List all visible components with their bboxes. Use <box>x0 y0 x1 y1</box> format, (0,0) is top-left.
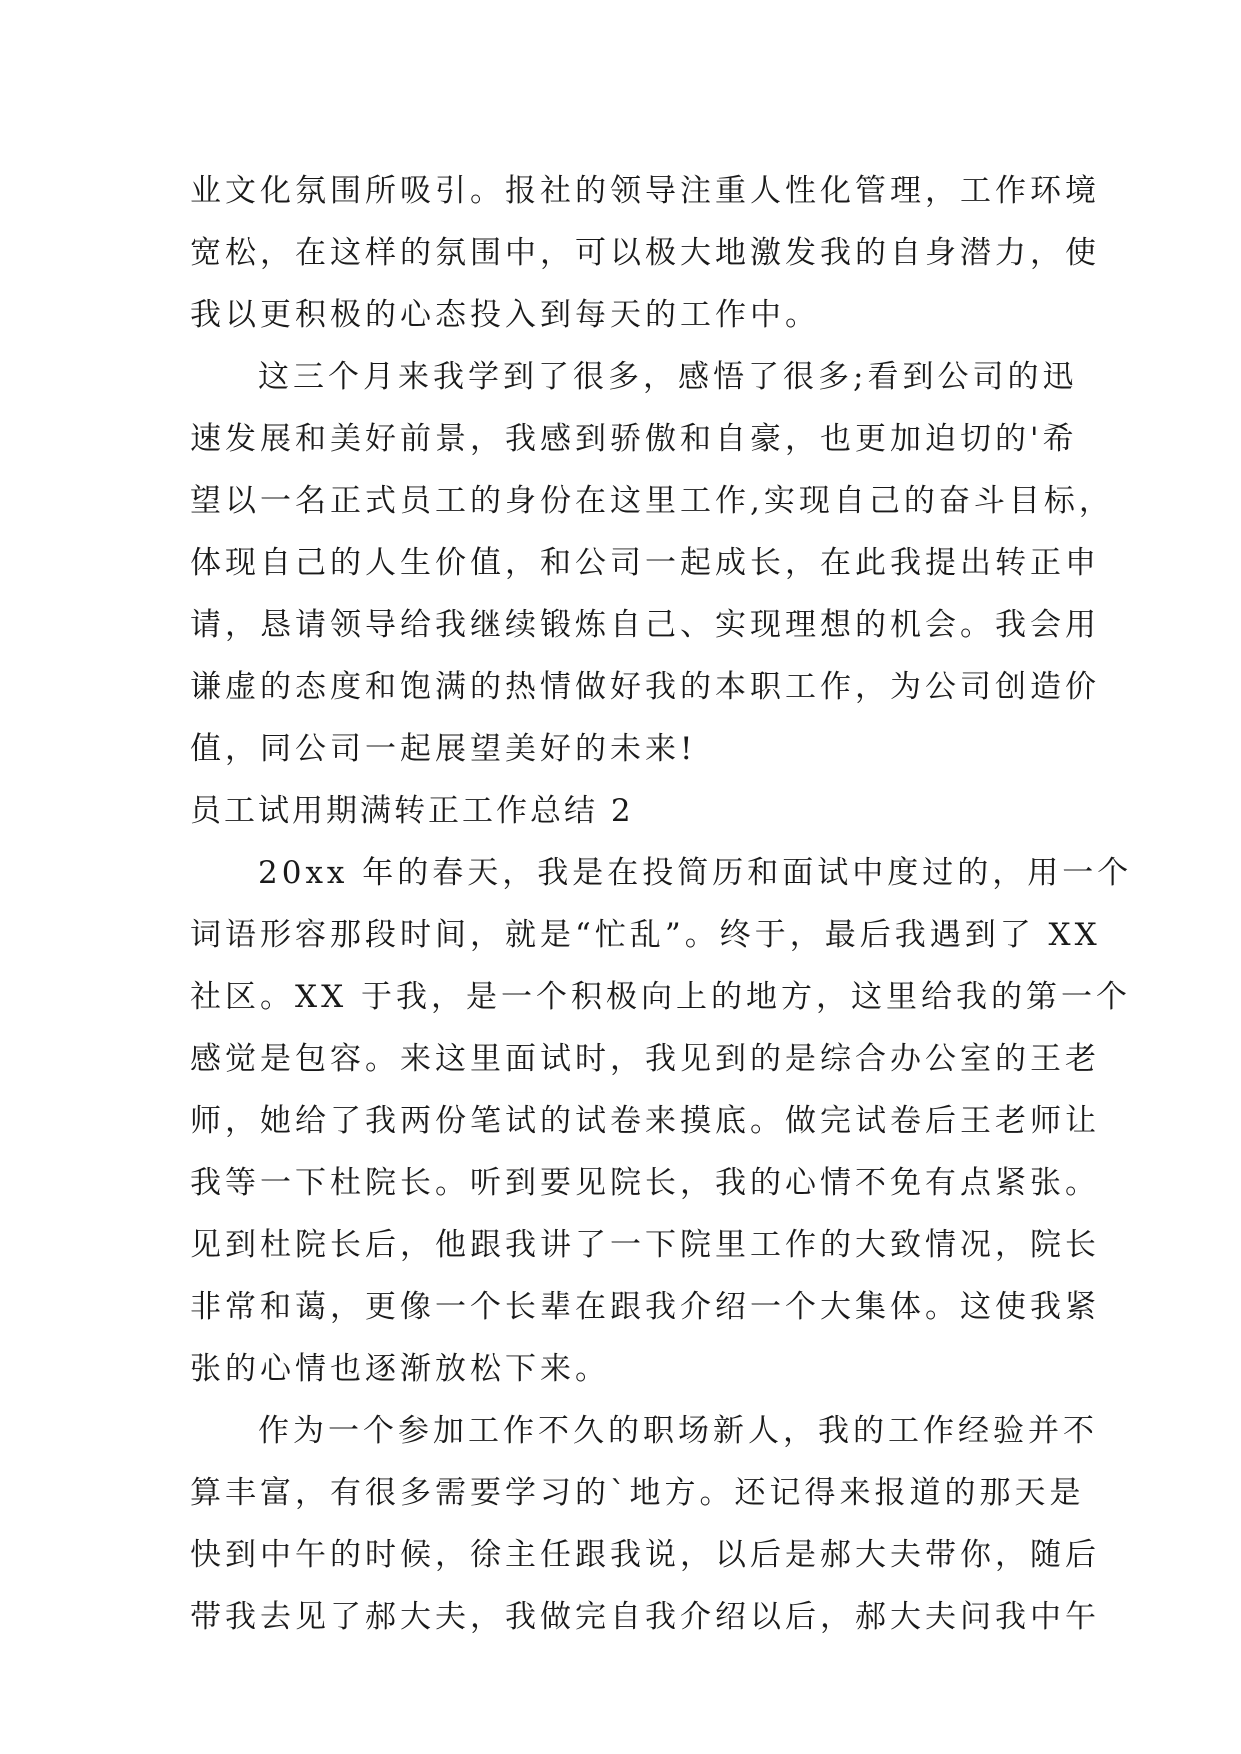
text-line: 见到杜院长后，他跟我讲了一下院里工作的大致情况，院长 <box>190 1227 1100 1263</box>
section-heading: 员工试用期满转正工作总结 2 <box>190 793 634 829</box>
text-line: 速发展和美好前景，我感到骄傲和自豪，也更加迫切的'希 <box>190 421 1078 457</box>
text-line: 值，同公司一起展望美好的未来! <box>190 731 697 767</box>
text-line: 望以一名正式员工的身份在这里工作,实现自己的奋斗目标， <box>190 483 1114 519</box>
text-line: 宽松，在这样的氛围中，可以极大地激发我的自身潜力，使 <box>190 235 1100 271</box>
text-line: 张的心情也逐渐放松下来。 <box>190 1351 610 1387</box>
text-line: 算丰富，有很多需要学习的`地方。还记得来报道的那天是 <box>190 1475 1085 1511</box>
text-line: 快到中午的时候，徐主任跟我说，以后是郝大夫带你，随后 <box>190 1537 1100 1573</box>
text-line: 体现自己的人生价值，和公司一起成长，在此我提出转正申 <box>190 545 1100 581</box>
text-line: 20xx 年的春天，我是在投简历和面试中度过的，用一个 <box>258 855 1133 891</box>
text-line: 师，她给了我两份笔试的试卷来摸底。做完试卷后王老师让 <box>190 1103 1100 1139</box>
text-line: 业文化氛围所吸引。报社的领导注重人性化管理，工作环境 <box>190 173 1100 209</box>
text-line: 我等一下杜院长。听到要见院长，我的心情不免有点紧张。 <box>190 1165 1100 1201</box>
text-line: 我以更积极的心态投入到每天的工作中。 <box>190 297 820 333</box>
text-line: 谦虚的态度和饱满的热情做好我的本职工作，为公司创造价 <box>190 669 1100 705</box>
text-line: 请，恳请领导给我继续锻炼自己、实现理想的机会。我会用 <box>190 607 1100 643</box>
text-line: 非常和蔼，更像一个长辈在跟我介绍一个大集体。这使我紧 <box>190 1289 1100 1325</box>
text-line: 作为一个参加工作不久的职场新人，我的工作经验并不 <box>258 1413 1098 1449</box>
text-line: 带我去见了郝大夫，我做完自我介绍以后，郝大夫问我中午 <box>190 1599 1100 1635</box>
text-line: 这三个月来我学到了很多，感悟了很多;看到公司的迅 <box>258 359 1078 395</box>
document-body <box>190 160 1133 1648</box>
text-line: 感觉是包容。来这里面试时，我见到的是综合办公室的王老 <box>190 1041 1100 1077</box>
text-line: 社区。XX 于我，是一个积极向上的地方，这里给我的第一个 <box>190 979 1131 1015</box>
text-line: 词语形容那段时间，就是“忙乱”。终于，最后我遇到了 XX <box>190 917 1101 953</box>
